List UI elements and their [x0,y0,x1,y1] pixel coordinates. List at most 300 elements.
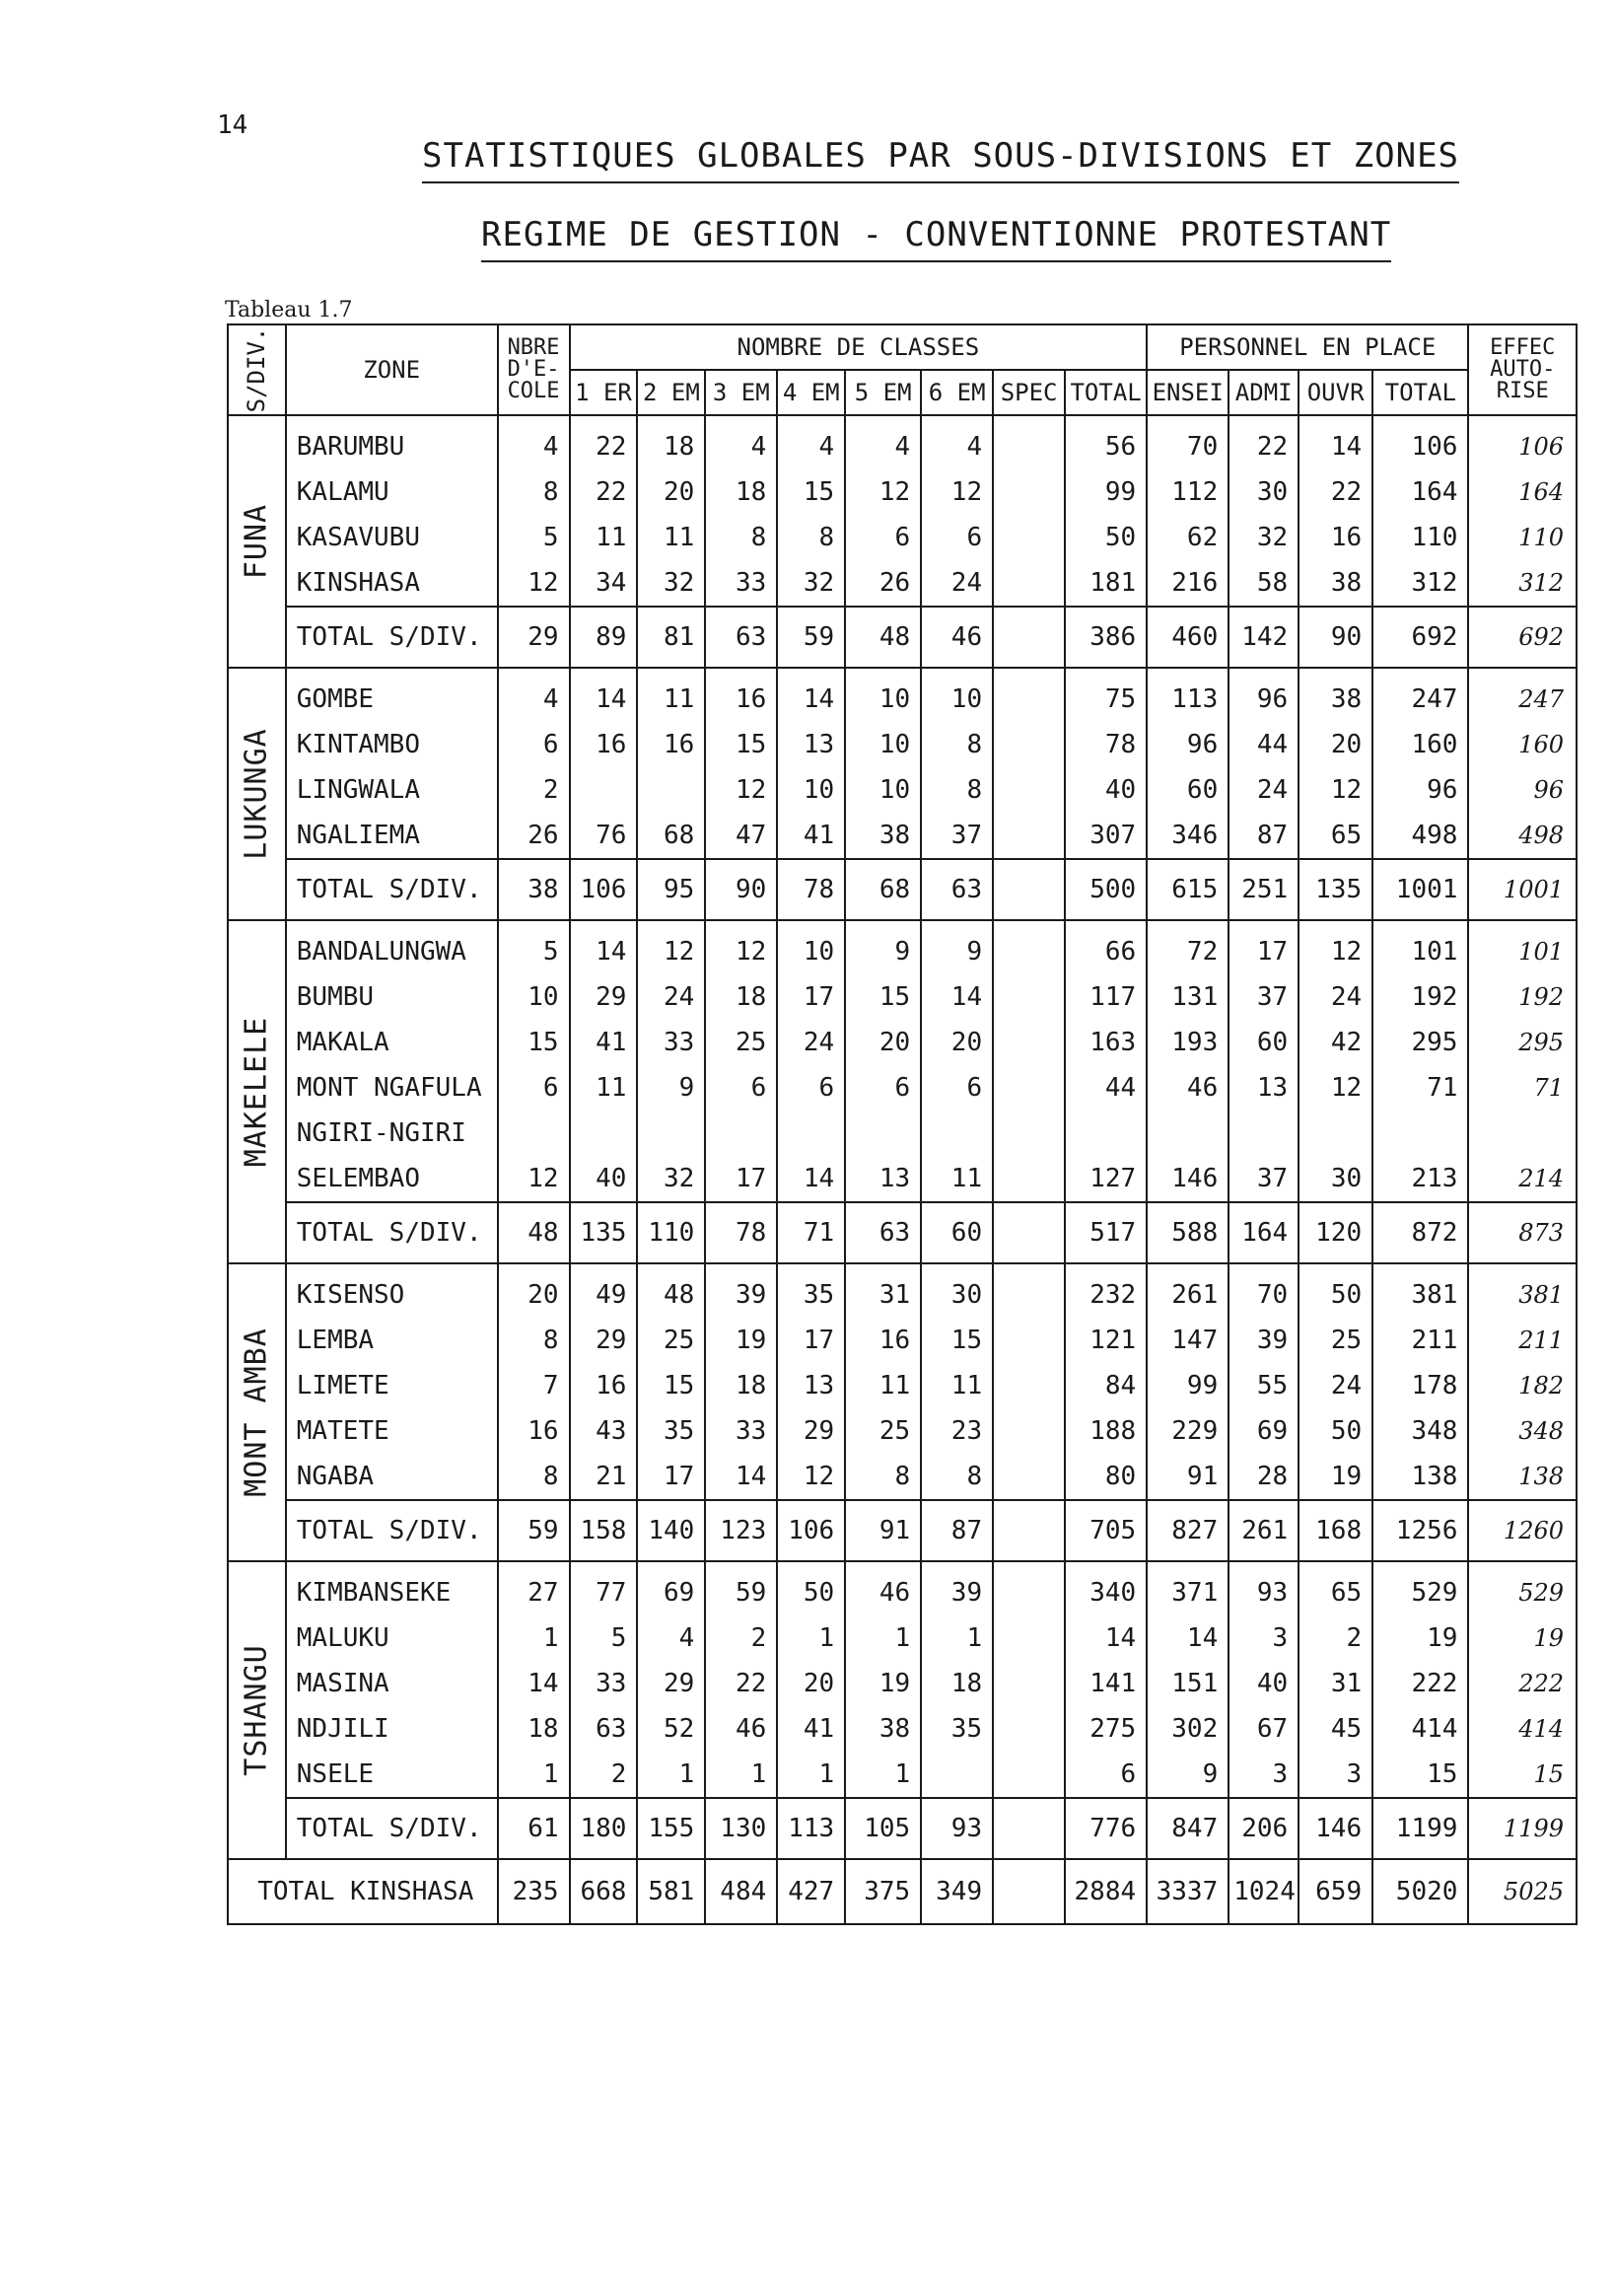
value-cell: 76 [570,813,638,859]
effectif-cell: 214 [1468,1156,1577,1202]
value-cell: 46 [705,1706,777,1752]
value-cell [993,1798,1065,1859]
grand-total-row [228,1859,1577,1924]
value-cell: 7 [498,1363,570,1408]
value-cell: 101 [1372,920,1468,974]
header-5em: 5 EM [845,370,921,415]
value-cell: 37 [1229,1156,1299,1202]
value-cell: 16 [845,1318,921,1363]
effectif-cell: 295 [1468,1020,1577,1065]
value-cell [705,1111,777,1156]
value-cell: 135 [570,1202,638,1263]
value-cell: 8 [705,515,777,560]
table-row [228,1661,1577,1706]
value-cell: 38 [1299,668,1372,722]
value-cell: 827 [1147,1500,1229,1561]
value-cell: 16 [498,1408,570,1454]
table-body [228,415,1577,1924]
value-cell: 1 [498,1615,570,1661]
value-cell: 70 [1147,415,1229,469]
table-row [228,920,1577,974]
value-cell: 6 [498,722,570,767]
value-cell: 16 [570,722,638,767]
value-cell: 42 [1299,1020,1372,1065]
value-cell: 6 [845,515,921,560]
value-cell: 89 [570,607,638,668]
value-cell: 33 [705,560,777,607]
value-cell: 349 [921,1859,993,1924]
value-cell: 135 [1299,859,1372,920]
value-cell: 164 [1372,469,1468,515]
value-cell: 113 [1147,668,1229,722]
value-cell [993,607,1065,668]
value-cell: 1 [705,1752,777,1798]
zone-cell: TOTAL S/DIV. [286,607,498,668]
zone-cell: BUMBU [286,974,498,1020]
value-cell [993,1859,1065,1924]
value-cell: 2884 [1065,1859,1147,1924]
value-cell: 15 [845,974,921,1020]
value-cell: 77 [570,1561,638,1615]
value-cell: 60 [1229,1020,1299,1065]
value-cell [993,1156,1065,1202]
table-row [228,1752,1577,1798]
value-cell [993,974,1065,1020]
value-cell: 8 [845,1454,921,1500]
value-cell: 13 [1229,1065,1299,1111]
value-cell: 63 [570,1706,638,1752]
subdivision-total-row [228,1500,1577,1561]
value-cell: 668 [570,1859,638,1924]
value-cell [993,668,1065,722]
zone-cell: TOTAL S/DIV. [286,1500,498,1561]
value-cell: 381 [1372,1263,1468,1318]
value-cell: 6 [921,1065,993,1111]
value-cell: 30 [1299,1156,1372,1202]
zone-cell: TOTAL S/DIV. [286,859,498,920]
value-cell: 261 [1147,1263,1229,1318]
value-cell: 96 [1147,722,1229,767]
value-cell: 138 [1372,1454,1468,1500]
value-cell: 24 [777,1020,845,1065]
value-cell: 17 [777,1318,845,1363]
effectif-cell: 164 [1468,469,1577,515]
value-cell: 112 [1147,469,1229,515]
value-cell: 3337 [1147,1859,1229,1924]
header-3em: 3 EM [705,370,777,415]
value-cell: 529 [1372,1561,1468,1615]
value-cell: 75 [1065,668,1147,722]
value-cell: 46 [845,1561,921,1615]
value-cell: 37 [921,813,993,859]
value-cell: 50 [1299,1263,1372,1318]
value-cell: 84 [1065,1363,1147,1408]
value-cell: 23 [921,1408,993,1454]
zone-cell: TOTAL S/DIV. [286,1798,498,1859]
value-cell: 68 [845,859,921,920]
value-cell: 12 [705,920,777,974]
value-cell: 19 [705,1318,777,1363]
value-cell: 59 [777,607,845,668]
value-cell: 12 [1299,767,1372,813]
value-cell: 91 [845,1500,921,1561]
value-cell: 95 [637,859,705,920]
value-cell: 14 [498,1661,570,1706]
subdivision-label: FUNA [228,415,286,668]
header-effectif-autorise: EFFEC AUTO- RISE [1468,324,1577,415]
value-cell: 10 [845,668,921,722]
value-cell [570,1111,638,1156]
effectif-cell: 182 [1468,1363,1577,1408]
value-cell: 5020 [1372,1859,1468,1924]
value-cell: 39 [705,1263,777,1318]
zone-cell: NGALIEMA [286,813,498,859]
value-cell: 229 [1147,1408,1229,1454]
value-cell: 12 [921,469,993,515]
value-cell: 295 [1372,1020,1468,1065]
value-cell [993,1263,1065,1318]
value-cell: 13 [845,1156,921,1202]
value-cell: 38 [498,859,570,920]
value-cell: 29 [570,1318,638,1363]
value-cell: 2 [570,1752,638,1798]
zone-cell: NDJILI [286,1706,498,1752]
table-row [228,1263,1577,1318]
value-cell: 22 [1229,415,1299,469]
zone-cell: KINTAMBO [286,722,498,767]
value-cell: 16 [705,668,777,722]
value-cell [993,1752,1065,1798]
value-cell: 4 [777,415,845,469]
value-cell: 498 [1372,813,1468,859]
value-cell: 2 [498,767,570,813]
value-cell: 37 [1229,974,1299,1020]
value-cell: 60 [921,1202,993,1263]
header-admi: ADMI [1229,370,1299,415]
value-cell: 10 [921,668,993,722]
value-cell: 99 [1147,1363,1229,1408]
zone-cell: MAKALA [286,1020,498,1065]
table-row [228,1363,1577,1408]
value-cell: 55 [1229,1363,1299,1408]
value-cell: 22 [570,415,638,469]
value-cell: 127 [1065,1156,1147,1202]
subdivision-total-row [228,1202,1577,1263]
value-cell: 15 [777,469,845,515]
value-cell: 16 [570,1363,638,1408]
table-label: Tableau 1.7 [225,298,353,323]
header-ensei: ENSEI [1147,370,1229,415]
effectif-cell: 106 [1468,415,1577,469]
value-cell: 67 [1229,1706,1299,1752]
value-cell: 163 [1065,1020,1147,1065]
value-cell: 87 [921,1500,993,1561]
zone-cell: KIMBANSEKE [286,1561,498,1615]
value-cell: 40 [1065,767,1147,813]
value-cell: 110 [1372,515,1468,560]
value-cell: 41 [570,1020,638,1065]
value-cell: 15 [705,722,777,767]
value-cell: 692 [1372,607,1468,668]
value-cell: 1199 [1372,1798,1468,1859]
value-cell: 17 [777,974,845,1020]
zone-cell: NGIRI-NGIRI [286,1111,498,1156]
value-cell: 71 [1372,1065,1468,1111]
value-cell: 142 [1229,607,1299,668]
zone-cell: LEMBA [286,1318,498,1363]
effectif-cell: 5025 [1468,1859,1577,1924]
value-cell: 3 [1229,1615,1299,1661]
value-cell: 11 [921,1363,993,1408]
value-cell: 121 [1065,1318,1147,1363]
value-cell: 24 [637,974,705,1020]
value-cell: 33 [705,1408,777,1454]
value-cell: 33 [570,1661,638,1706]
table-row [228,1111,1577,1156]
value-cell: 6 [777,1065,845,1111]
value-cell: 16 [637,722,705,767]
value-cell: 11 [637,515,705,560]
value-cell: 46 [921,607,993,668]
subdivision-total-row [228,607,1577,668]
value-cell: 65 [1299,1561,1372,1615]
value-cell: 63 [705,607,777,668]
value-cell: 14 [705,1454,777,1500]
value-cell: 460 [1147,607,1229,668]
value-cell: 110 [637,1202,705,1263]
effectif-cell: 222 [1468,1661,1577,1706]
value-cell: 35 [777,1263,845,1318]
value-cell: 1024 [1229,1859,1299,1924]
zone-cell: BANDALUNGWA [286,920,498,974]
value-cell [637,1111,705,1156]
value-cell: 180 [570,1798,638,1859]
value-cell: 38 [1299,560,1372,607]
value-cell: 12 [777,1454,845,1500]
value-cell: 32 [1229,515,1299,560]
value-cell: 872 [1372,1202,1468,1263]
table-row [228,515,1577,560]
value-cell: 43 [570,1408,638,1454]
value-cell: 12 [1299,920,1372,974]
value-cell: 33 [637,1020,705,1065]
effectif-cell: 348 [1468,1408,1577,1454]
table-row [228,1408,1577,1454]
value-cell: 90 [1299,607,1372,668]
table-row [228,1156,1577,1202]
table-row [228,722,1577,767]
value-cell: 3 [1229,1752,1299,1798]
header-nbre-ecole: NBRE D'E- COLE [498,324,570,415]
value-cell: 69 [1229,1408,1299,1454]
value-cell [993,722,1065,767]
value-cell: 32 [637,1156,705,1202]
value-cell: 66 [1065,920,1147,974]
table-row [228,1020,1577,1065]
value-cell: 93 [1229,1561,1299,1615]
value-cell: 91 [1147,1454,1229,1500]
value-cell [993,1500,1065,1561]
value-cell: 2 [1299,1615,1372,1661]
value-cell: 4 [921,415,993,469]
subdivision-label: TSHANGU [228,1561,286,1859]
value-cell: 35 [921,1706,993,1752]
effectif-cell: 138 [1468,1454,1577,1500]
value-cell [993,1706,1065,1752]
value-cell: 14 [570,920,638,974]
value-cell: 5 [498,920,570,974]
value-cell: 38 [845,813,921,859]
value-cell: 15 [921,1318,993,1363]
value-cell: 131 [1147,974,1229,1020]
value-cell: 188 [1065,1408,1147,1454]
value-cell: 500 [1065,859,1147,920]
zone-cell: MALUKU [286,1615,498,1661]
value-cell: 146 [1147,1156,1229,1202]
effectif-cell: 873 [1468,1202,1577,1263]
subdivision-label: MAKELELE [228,920,286,1263]
page-title: STATISTIQUES GLOBALES PAR SOUS-DIVISIONS ET ZONES [422,136,1459,183]
value-cell: 9 [921,920,993,974]
value-cell: 12 [498,560,570,607]
value-cell: 178 [1372,1363,1468,1408]
value-cell: 1 [777,1752,845,1798]
value-cell: 659 [1299,1859,1372,1924]
table-row [228,668,1577,722]
value-cell: 29 [777,1408,845,1454]
value-cell: 20 [921,1020,993,1065]
value-cell: 39 [1229,1318,1299,1363]
value-cell: 14 [570,668,638,722]
value-cell [1229,1111,1299,1156]
value-cell: 11 [637,668,705,722]
value-cell: 155 [637,1798,705,1859]
value-cell: 106 [777,1500,845,1561]
value-cell: 8 [921,767,993,813]
value-cell: 2 [705,1615,777,1661]
value-cell: 22 [705,1661,777,1706]
table-row [228,974,1577,1020]
value-cell: 6 [705,1065,777,1111]
header-zone: ZONE [286,324,498,415]
value-cell: 9 [845,920,921,974]
value-cell: 20 [777,1661,845,1706]
value-cell: 13 [777,1363,845,1408]
value-cell: 615 [1147,859,1229,920]
table-row [228,560,1577,607]
effectif-cell [1468,1111,1577,1156]
value-cell: 211 [1372,1318,1468,1363]
value-cell: 25 [1299,1318,1372,1363]
value-cell: 346 [1147,813,1229,859]
value-cell [993,1661,1065,1706]
value-cell: 93 [921,1798,993,1859]
value-cell: 3 [1299,1752,1372,1798]
zone-cell: SELEMBAO [286,1156,498,1202]
value-cell: 1 [845,1615,921,1661]
value-cell: 22 [570,469,638,515]
zone-cell: LIMETE [286,1363,498,1408]
page-number: 14 [217,110,248,140]
effectif-cell: 529 [1468,1561,1577,1615]
value-cell [993,1020,1065,1065]
value-cell [993,469,1065,515]
effectif-cell: 71 [1468,1065,1577,1111]
statistics-table [227,323,1578,1925]
value-cell [921,1111,993,1156]
zone-cell: TOTAL KINSHASA [228,1859,498,1924]
value-cell: 375 [845,1859,921,1924]
header-total-personnel: TOTAL [1372,370,1468,415]
value-cell: 63 [845,1202,921,1263]
value-cell: 5 [570,1615,638,1661]
value-cell: 41 [777,813,845,859]
value-cell: 40 [570,1156,638,1202]
value-cell: 29 [637,1661,705,1706]
value-cell: 113 [777,1798,845,1859]
value-cell: 117 [1065,974,1147,1020]
value-cell: 96 [1372,767,1468,813]
value-cell: 9 [637,1065,705,1111]
header-4em: 4 EM [777,370,845,415]
value-cell: 90 [705,859,777,920]
zone-cell: KINSHASA [286,560,498,607]
value-cell [993,859,1065,920]
value-cell: 348 [1372,1408,1468,1454]
subdivision-label: LUKUNGA [228,668,286,920]
value-cell: 581 [637,1859,705,1924]
value-cell: 14 [1299,415,1372,469]
value-cell: 24 [921,560,993,607]
value-cell: 14 [921,974,993,1020]
value-cell: 427 [777,1859,845,1924]
value-cell: 18 [705,1363,777,1408]
value-cell: 6 [921,515,993,560]
value-cell: 1 [637,1752,705,1798]
zone-cell: KISENSO [286,1263,498,1318]
value-cell: 18 [637,415,705,469]
value-cell: 19 [1299,1454,1372,1500]
value-cell [993,1561,1065,1615]
value-cell: 17 [637,1454,705,1500]
effectif-cell: 414 [1468,1706,1577,1752]
value-cell: 39 [921,1561,993,1615]
value-cell: 18 [705,974,777,1020]
table-row [228,1318,1577,1363]
value-cell: 10 [777,920,845,974]
header-spec: SPEC [993,370,1065,415]
value-cell: 72 [1147,920,1229,974]
zone-cell: KALAMU [286,469,498,515]
value-cell: 35 [637,1408,705,1454]
value-cell: 12 [637,920,705,974]
value-cell: 29 [570,974,638,1020]
value-cell [993,767,1065,813]
value-cell: 49 [570,1263,638,1318]
value-cell: 14 [1065,1615,1147,1661]
effectif-cell: 1199 [1468,1798,1577,1859]
value-cell [993,1065,1065,1111]
effectif-cell: 160 [1468,722,1577,767]
value-cell [1065,1111,1147,1156]
value-cell: 251 [1229,859,1299,920]
value-cell: 60 [1147,767,1229,813]
header-2em: 2 EM [637,370,705,415]
value-cell: 27 [498,1561,570,1615]
value-cell: 47 [705,813,777,859]
value-cell: 10 [845,722,921,767]
value-cell: 26 [498,813,570,859]
